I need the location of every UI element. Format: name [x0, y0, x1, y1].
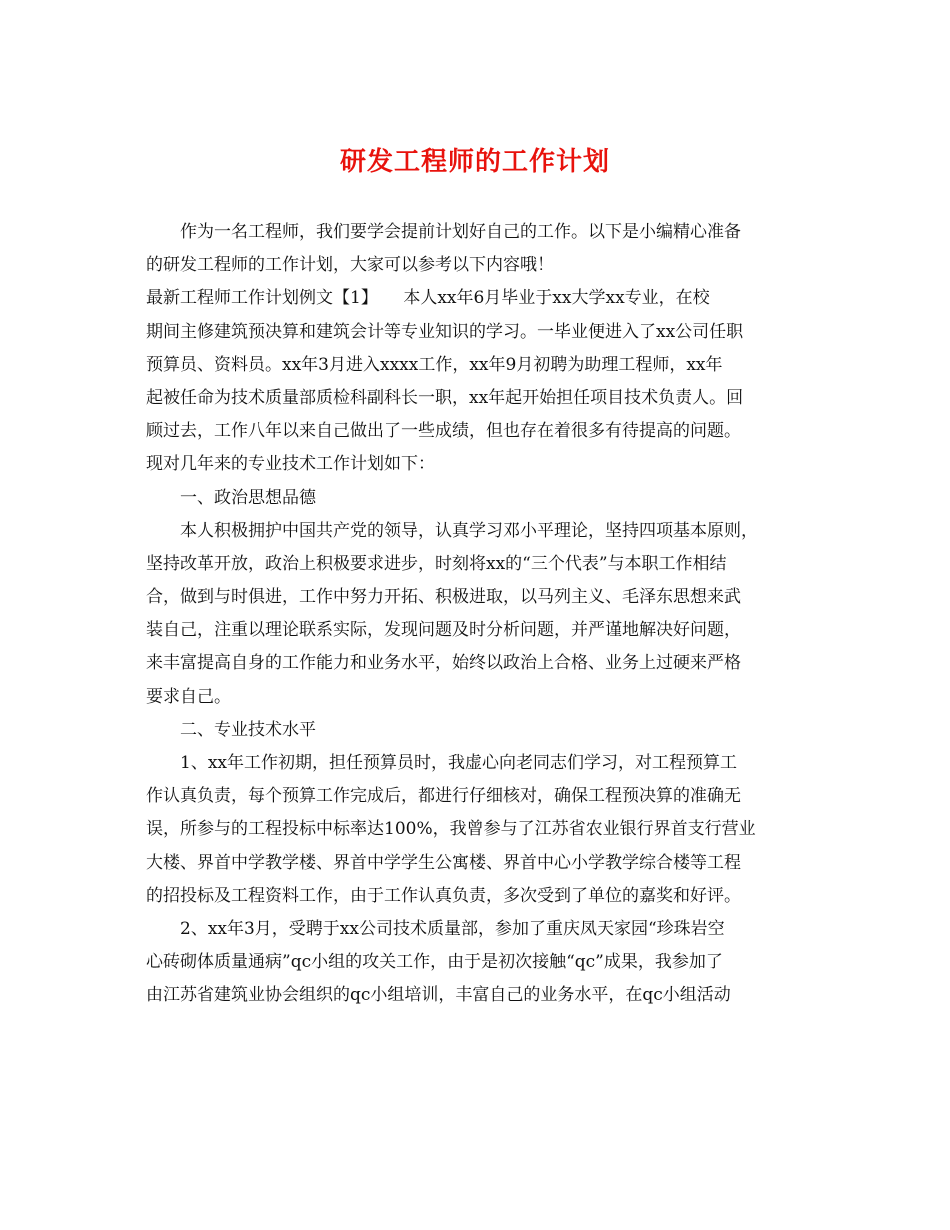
paragraph-line: 合，做到与时俱进，工作中努力开拓、积极进取，以马列主义、毛泽东思想来武: [146, 587, 741, 608]
paragraph-line: 预算员、资料员。xx年3月进入xxxx工作，xx年9月初聘为助理工程师，xx年: [146, 354, 723, 375]
paragraph-line: 要求自己。: [146, 686, 231, 707]
paragraph-line: 误，所参与的工程投标中标率达100%，我曾参与了江苏省农业银行界首支行营业: [146, 819, 756, 840]
paragraph-line: 心砖砌体质量通病”qc小组的攻关工作，由于是初次接触“qc”成果，我参加了: [146, 952, 723, 973]
paragraph-line: 由江苏省建筑业协会组织的qc小组培训，丰富自己的业务水平，在qc小组活动: [146, 985, 731, 1006]
paragraph-line: 本人积极拥护中国共产党的领导，认真学习邓小平理论，坚持四项基本原则，: [180, 520, 758, 541]
paragraph-line: 期间主修建筑预决算和建筑会计等专业知识的学习。一毕业便进入了xx公司任职: [146, 321, 744, 342]
document-title: 研发工程师的工作计划: [339, 147, 610, 177]
paragraph-line: 起被任命为技术质量部质检科副科长一职，xx年起开始担任项目技术负责人。回: [146, 387, 744, 408]
paragraph-line: 来丰富提高自身的工作能力和业务水平，始终以政治上合格、业务上过硬来严格: [146, 653, 741, 674]
paragraph-line: 作为一名工程师，我们要学会提前计划好自己的工作。以下是小编精心准备: [180, 222, 741, 242]
paragraph-line: 的研发工程师的工作计划，大家可以参考以下内容哦！: [146, 255, 554, 276]
paragraph-line: 的招投标及工程资料工作，由于工作认真负责，多次受到了单位的嘉奖和好评。: [146, 885, 741, 906]
paragraph-line: 2、xx年3月，受聘于xx公司技术质量部，参加了重庆凤天家园“珍珠岩空: [180, 918, 725, 939]
paragraph-line: 现对几年来的专业技术工作计划如下：: [146, 454, 435, 475]
document-body: [146, 216, 810, 1013]
paragraph-line: 装自己，注重以理论联系实际，发现问题及时分析问题，并严谨地解决好问题，: [146, 620, 741, 641]
paragraph-line: 最新工程师工作计划例文【1】 本人xx年6月毕业于xx大学xx专业，在校: [146, 288, 710, 309]
section-heading: 二、专业技术水平: [180, 719, 316, 740]
paragraph-line: 1、xx年工作初期，担任预算员时，我虚心向老同志们学习，对工程预算工: [180, 753, 737, 773]
paragraph-line: 大楼、界首中学教学楼、界首中学学生公寓楼、界首中心小学教学综合楼等工程: [146, 852, 741, 873]
paragraph-line: 坚持改革开放，政治上积极要求进步，时刻将xx的“三个代表”与本职工作相结: [146, 553, 727, 574]
paragraph-line: 作认真负责，每个预算工作完成后，都进行仔细核对，确保工程预决算的准确无: [146, 786, 741, 807]
paragraph-line: 顾过去，工作八年以来自己做出了一些成绩，但也存在着很多有待提高的问题。: [146, 421, 741, 442]
section-heading: 一、政治思想品德: [180, 487, 316, 508]
